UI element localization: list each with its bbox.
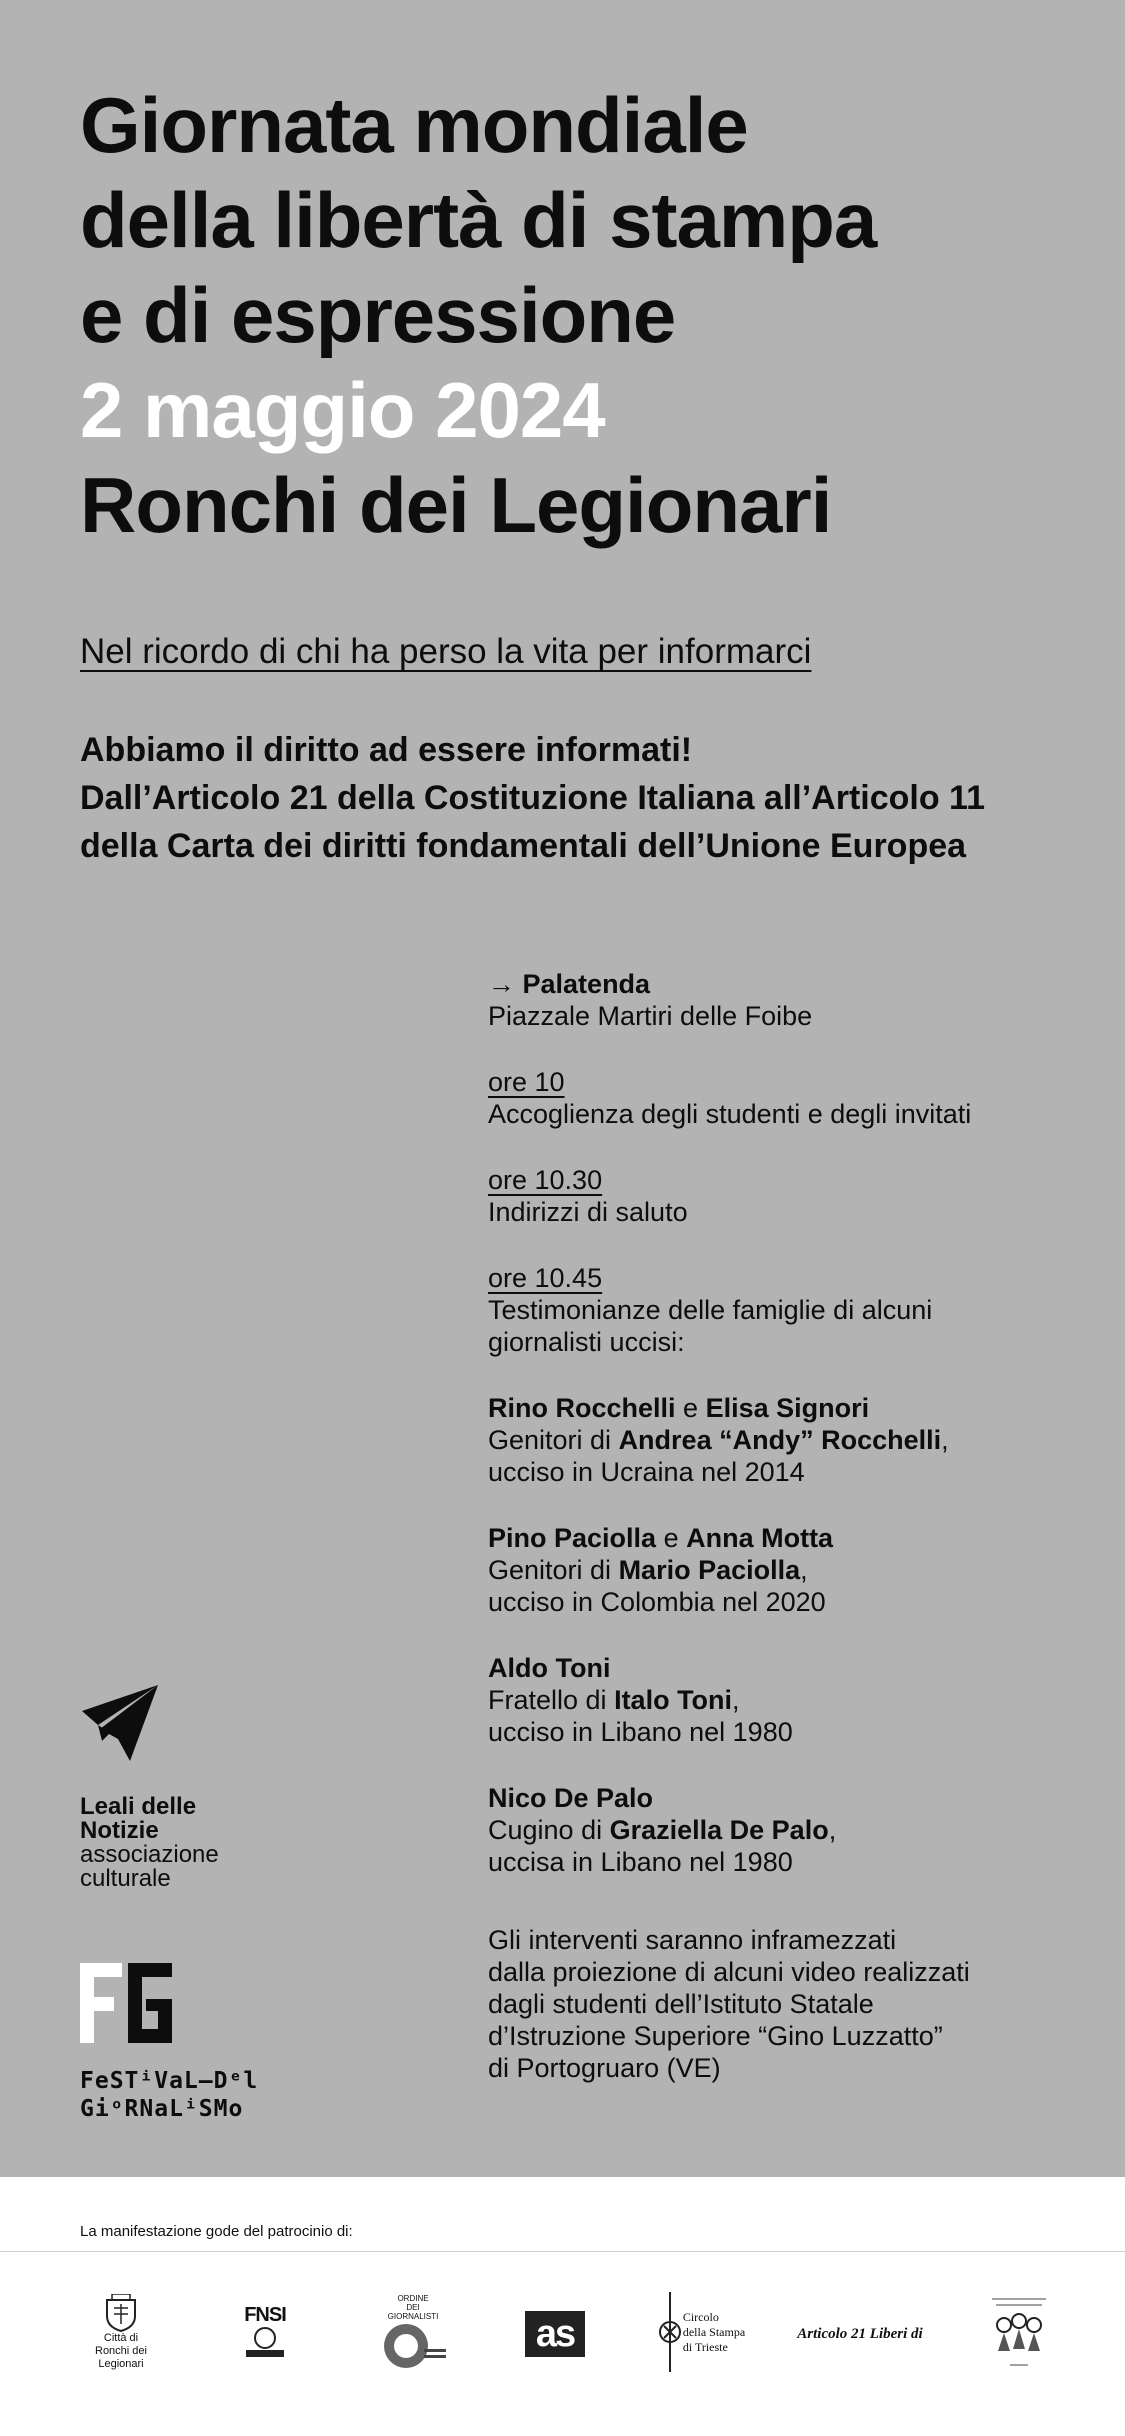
event-place: Ronchi dei Legionari: [80, 461, 832, 549]
victim-name: Mario Paciolla: [618, 1555, 801, 1585]
venue-block: [488, 968, 1078, 1032]
schedule-item: [488, 1262, 1078, 1358]
schedule-item: [488, 1164, 1078, 1228]
schedule-text: giornalisti uccisi:: [488, 1327, 685, 1357]
schedule-item: [488, 1066, 1078, 1130]
circolo-emblem-icon: [657, 2292, 683, 2372]
title-line-2: della libertà di stampa: [80, 176, 877, 264]
leali-delle-notizie-logo: Leali delle Notizie associazione culturale: [80, 1793, 219, 1892]
venue-address: Piazzale Martiri delle Foibe: [488, 1001, 813, 1031]
sponsor-logos: [0, 2280, 1125, 2390]
schedule-text: Indirizzi di saluto: [488, 1197, 688, 1227]
speaker-name: Elisa Signori: [705, 1393, 870, 1423]
testimony-item: Nico De Palo Cugino di Graziella De Palo, uccisa in Libano nel 1980: [488, 1782, 1078, 1878]
speaker-name: Pino Paciolla: [488, 1523, 657, 1553]
schedule-time: ore 10.45: [488, 1263, 603, 1293]
victim-fate: ucciso in Libano nel 1980: [488, 1717, 793, 1747]
victim-name: Graziella De Palo: [609, 1815, 829, 1845]
rights-statement: [80, 726, 985, 870]
patronage-label: La manifestazione gode del patrocinio di:: [80, 2223, 353, 2240]
victim-fate: uccisa in Libano nel 1980: [488, 1847, 793, 1877]
rights-line-2: Dall’Articolo 21 della Costituzione Italiana all’Articolo 11: [80, 779, 986, 817]
fnsi-emblem-icon: [240, 2326, 290, 2360]
title-line-1: Giornata mondiale: [80, 81, 748, 169]
victim-fate: ucciso in Ucraina nel 2014: [488, 1457, 805, 1487]
victim-fate: ucciso in Colombia nel 2020: [488, 1587, 826, 1617]
victim-name: Italo Toni: [614, 1685, 733, 1715]
schedule-text: Testimonianze delle famiglie di alcuni: [488, 1295, 933, 1325]
fnsi-logo: FNSI: [230, 2296, 300, 2368]
children-drawing-icon: [988, 2293, 1050, 2373]
memorial-line: Nel ricordo di chi ha perso la vita per informarci: [80, 632, 812, 671]
as-logo: as: [520, 2304, 590, 2364]
paper-plane-icon: [80, 1683, 160, 1763]
speaker-name: Rino Rocchelli: [488, 1393, 676, 1423]
schedule-time: ore 10: [488, 1067, 565, 1097]
arrow-right-icon: →: [488, 969, 515, 999]
speaker-name: Nico De Palo: [488, 1783, 654, 1813]
victim-name: Andrea “Andy” Rocchelli: [618, 1425, 942, 1455]
event-title: [80, 78, 1080, 553]
coat-of-arms-icon: [104, 2294, 138, 2332]
ordine-giornalisti-logo: ORDINE DEI GIORNALISTI: [368, 2288, 458, 2376]
testimony-item: Aldo Toni Fratello di Italo Toni, ucciso in Libano nel 1980: [488, 1652, 1078, 1748]
event-date: 2 maggio 2024: [80, 366, 605, 454]
circolo-stampa-trieste-logo: Circolo della Stampa di Trieste: [656, 2288, 746, 2376]
video-note: Gli interventi saranno inframezzati dalla proiezione di alcuni video realizzati dagli studenti dell’Istituto Statale d’Istruzione Superiore “Gino Luzzatto” di Portogruaro (VE): [488, 1925, 970, 2083]
title-line-3: e di espressione: [80, 271, 676, 359]
venue-name: Palatenda: [522, 969, 651, 999]
speaker-name: Aldo Toni: [488, 1653, 611, 1683]
festival-fg-logo-icon: [80, 1963, 172, 2043]
schedule-text: Accoglienza degli studenti e degli invitati: [488, 1099, 972, 1129]
schedule-time: ore 10.30: [488, 1165, 603, 1195]
festival-giornalismo-logo: FeSTⁱVaL—Dᵉl GiᵒRNaLⁱSMo: [80, 2068, 259, 2122]
articolo21-logo: Articolo 21 Liberi di: [797, 2325, 923, 2342]
children-drawing-logo: [984, 2290, 1054, 2376]
rights-line-1: Abbiamo il diritto ad essere informati!: [80, 731, 693, 769]
ronchi-coat-of-arms-logo: Città di Ronchi dei Legionari: [76, 2292, 166, 2372]
speaker-name: Anna Motta: [686, 1523, 834, 1553]
footer-divider: [0, 2251, 1125, 2252]
testimony-item: Rino Rocchelli e Elisa Signori Genitori di Andrea “Andy” Rocchelli, ucciso in Ucraina nel 2014: [488, 1392, 1078, 1488]
rights-line-3: della Carta dei diritti fondamentali dell’Unione Europea: [80, 827, 967, 865]
ordine-emblem-icon: [378, 2321, 448, 2371]
program-schedule: [488, 968, 1078, 2118]
testimony-item: Pino Paciolla e Anna Motta Genitori di Mario Paciolla, ucciso in Colombia nel 2020: [488, 1522, 1078, 1618]
